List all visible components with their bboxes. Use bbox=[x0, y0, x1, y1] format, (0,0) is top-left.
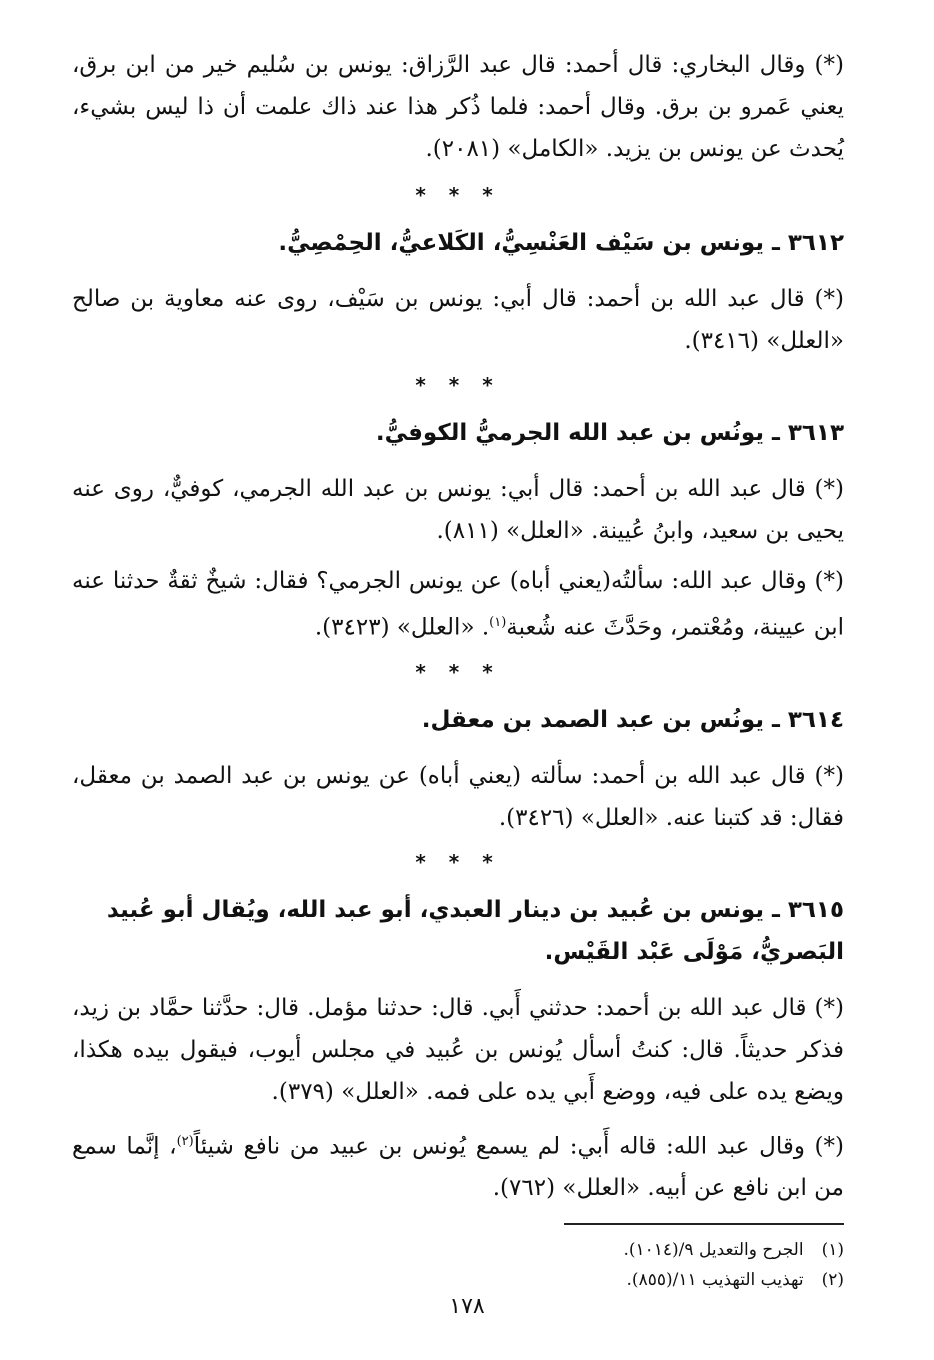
entry-3615 bbox=[72, 889, 844, 1210]
footnote-mark: (٢) bbox=[821, 1270, 844, 1291]
separator-stars: * * * bbox=[415, 183, 501, 207]
footnote-marker: (٢) bbox=[176, 1133, 194, 1149]
footnotes bbox=[72, 1235, 844, 1295]
entry-paragraph bbox=[72, 1121, 844, 1210]
entry-heading: ٣٦١٢ ـ يونس بن سَيْف العَنْسِيُّ، الكَلاعيُّ، الحِمْصِيُّ. bbox=[278, 230, 844, 256]
paragraph-text: (*) وقال عبد الله: قاله أَبي: لم يسمع يُونس بن عبيد من نافع شيئاً bbox=[193, 1133, 845, 1160]
footnote-text: الجرح والتعديل ٩/(١٠١٤). bbox=[623, 1240, 804, 1261]
entry-paragraph: (*) قال عبد الله بن أحمد: حدثني أَبي. قال: حدثنا مؤمل. قال: حدَّثنا حمَّاد بن زيد، فذكر حديثاً. قال: كنتُ أسأل يُونس بن عُبيد في مجلس أيوب، فيقول بيده هكذا، ويضع يده على فيه، ووضع أَبي يده على فمه. «العلل» (٣٧٩). bbox=[72, 994, 844, 1105]
paragraph-text: (*) وقال عبد الله: سألتُه(يعني أباه) عن يونس الجرمي؟ فقال: شيخٌ ثقةٌ حدثنا عنه ابن عيينة، ومُعْتمر، وحَدَّثَ عنه شُعبة bbox=[72, 568, 844, 641]
paragraph-text-tail: . «العلل» (٣٤٢٣). bbox=[314, 614, 490, 641]
paragraph-intro: (*) وقال البخاري: قال أحمد: قال عبد الرَّزاق: يونس بن سُليم خير من ابن برق، يعني عَمرو بن برق. وقال أحمد: فلما ذُكر هذا عند ذاك علمت أن ذا ليس بشيء، يُحدث عن يونس بن يزيد. «الكامل» (٢٠٨١). bbox=[72, 52, 844, 162]
entry-paragraph: (*) قال عبد الله بن أحمد: سألته (يعني أباه) عن يونس بن عبد الصمد بن معقل، فقال: قد كتبنا عنه. «العلل» (٣٤٢٦). bbox=[72, 762, 844, 831]
footnote-divider bbox=[564, 1223, 844, 1225]
entry-heading: ٣٦١٥ ـ يونس بن عُبيد بن دينار العبدي، أبو عبد الله، ويُقال أبو عُبيد البَصريُّ، مَوْلَى عَبْد القَيْس. bbox=[106, 896, 844, 965]
entry-3612 bbox=[72, 222, 844, 362]
entry-paragraph bbox=[72, 560, 844, 649]
entry-heading: ٣٦١٤ ـ يونُس بن عبد الصمد بن معقل. bbox=[421, 706, 844, 733]
footnote-text: تهذيب التهذيب ١١/(٨٥٥). bbox=[626, 1270, 804, 1291]
entry-3613 bbox=[72, 412, 844, 649]
separator-stars: * * * bbox=[415, 659, 501, 684]
entry-paragraph: (*) قال عبد الله بن أحمد: قال أبي: يونس بن سَيْف، روى عنه معاوية بن صالح «العلل» (٣٤١٦). bbox=[72, 286, 844, 354]
footnote-item bbox=[72, 1235, 844, 1265]
entry-heading: ٣٦١٣ ـ يونُس بن عبد الله الجرميُّ الكوفيُّ. bbox=[375, 420, 844, 446]
entry-paragraph: (*) قال عبد الله بن أحمد: قال أبي: يونس بن عبد الله الجرمي، كوفيٌّ، روى عنه يحيى بن سعيد، وابنُ عُيينة. «العلل» (٨١١). bbox=[72, 476, 844, 544]
footnote-item bbox=[72, 1265, 844, 1295]
page-number: ١٧٨ bbox=[449, 1294, 485, 1319]
separator-stars: * * * bbox=[415, 849, 501, 874]
footnote-marker: (١) bbox=[489, 615, 507, 630]
footnote-mark: (١) bbox=[821, 1240, 844, 1261]
separator-stars: * * * bbox=[415, 373, 501, 397]
entry-3614 bbox=[72, 699, 844, 839]
paragraph-text-tail: ، إنَّما سمع من ابن نافع عن أبيه. «العلل» (٧٦٢). bbox=[72, 1133, 844, 1202]
